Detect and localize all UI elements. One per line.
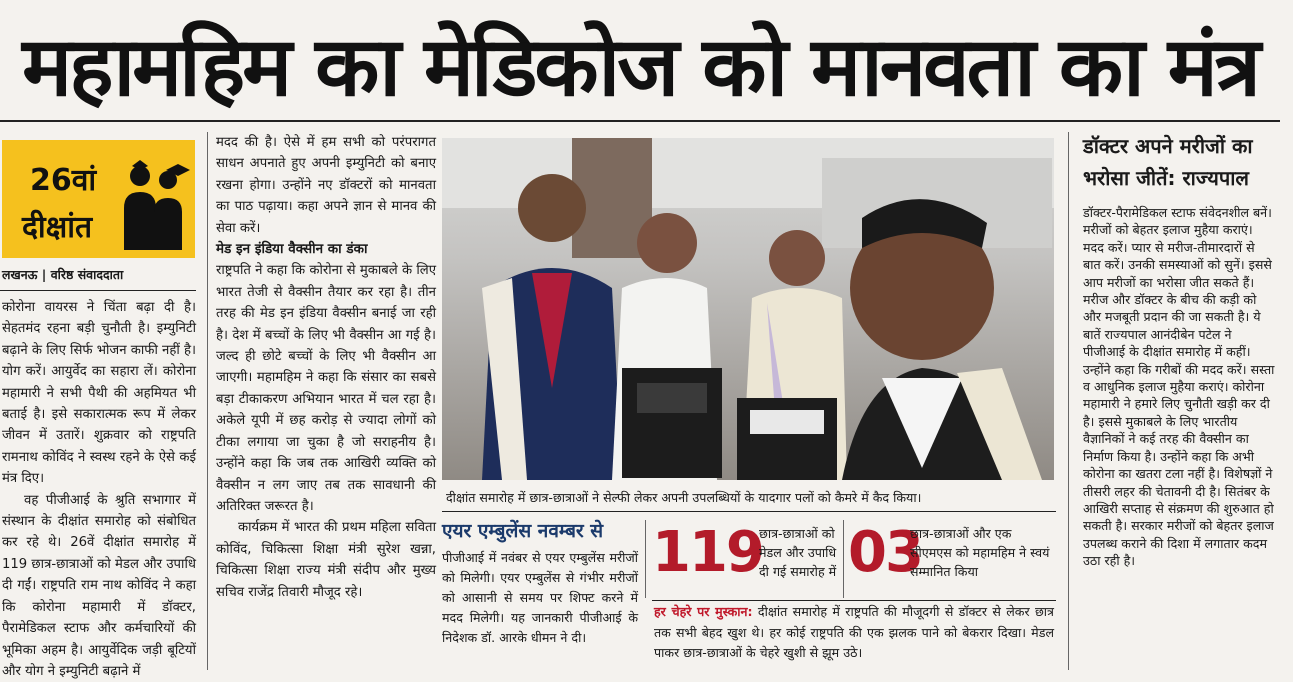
stats-divider-1 — [645, 520, 646, 598]
stat-text-2: छात्र-छात्राओं और एक सीएमएस को महामहिम ने स्वयं सम्मानित किया — [910, 526, 1050, 579]
col1-paragraph-1: कोरोना वायरस ने चिंता बढ़ा दी है। सेहतमंद रहना बड़ी चुनौती है। इम्युनिटी बढ़ाने के लिए सिर्फ भोजन काफी नहीं है। योग करें। आयुर्वेद का सहारा लें। कोरोना महामारी ने सभी पैथी की अहमियत भी बताई है। इसे सकारात्मक रूप में लेकर जीवन में उतारें। शुक्रवार को राष्ट्रपति रामनाथ कोविंद ने स्वस्थ रहने के ऐसे कई मंत्र दिए। — [2, 300, 196, 487]
stats-divider-2 — [843, 520, 844, 598]
headline: महामहिम का मेडिकोज को मानवता का मंत्र — [22, 20, 1258, 115]
col1-paragraph-2: वह पीजीआई के श्रुति सभागार में संस्थान के दीक्षांत समारोह को संबोधित कर रहे थे। 26वें दीक्षांत समारोह में 119 छात्र-छात्राओं को मेडल और उपाधि दी गईं। राष्ट्रपति राम नाथ कोविंद ने कहा कि कोरोना महामारी में डॉक्टर, पैरामेडिकल स्टाफ और कर्मचारियों की भूमिका अहम है। आयुर्वेदिक जड़ी बूटियों और योग ने इम्युनिटी बढ़ाने में — [2, 492, 196, 679]
col2-subhead: मेड इन इंडिया वैक्सीन का डंका — [216, 241, 368, 258]
smile-text: दीक्षांत समारोह में राष्ट्रपति की मौजूदगी से डॉक्टर से लेकर छात्र तक सभी बेहद खुश थे। हर कोई राष्ट्रपति की एक झलक पाने को बेकरार दिखा। मेडल पाकर छात्र-छात्राओं के चेहरे खुशी से झूम उठे। — [654, 604, 1054, 660]
stats-rule — [652, 600, 1056, 601]
headline-rule — [0, 120, 1280, 122]
photo-caption: दीक्षांत समारोह में छात्र-छात्राओं ने सेल्फी लेकर अपनी उपलब्धियों के यादगार पलों को कैमरे में कैद किया। — [446, 490, 922, 505]
air-ambulance-heading: एयर एम्बुलेंस नवम्बर से — [442, 520, 604, 542]
right-text: डॉक्टर-पैरामेडिकल स्टाफ संवेदनशील बनें। मरीजों को बेहतर इलाज मुहैया कराएं। मदद करें। प्यार से मरीज-तीमारदारों से बात करें। उनकी समस्याओं को सुनें। इससे आप मरीजों का भरोसा जीत सकते हैं। मरीज और डॉक्टर के बीच की कड़ी को और मजबूती प्रदान की जा सकती है। ये बातें राज्यपाल आनंदीबेन पटेल ने पीजीआई के दीक्षांत समारोह में कहीं। उन्होंने कहा कि गरीबों की मदद करें। सस्ता व आधुनिक इलाज मुहैया कराएं। कोरोना महामारी ने हमारे लिए चुनौती खड़ी कर दी है। इससे मुकाबले के लिए भारतीय वैज्ञानिकों ने कई तरह की वैक्सीन का निर्माण किया है। उन्होंने कहा कि अभी कोरोना का खतरा टला नहीं है। विशेषज्ञों ने तीसरी लहर की चेतावनी दी है। सितंबर के आखिरी सप्ताह से संक्रमण की शुरुआत हो सकती है। सरकार मरीजों को बेहतर इलाज उपलब्ध कराने की दिशा में लगातार कदम उठा रही है। — [1083, 205, 1275, 569]
right-divider — [1068, 132, 1069, 670]
byline: लखनऊ | वरिष्ठ संवाददाता — [2, 267, 124, 282]
badge-number: 26वां — [30, 163, 97, 198]
badge-label: दीक्षांत — [22, 210, 93, 245]
stat-number-2: 03 — [848, 520, 922, 585]
photo-illustration — [442, 138, 1054, 480]
stat-text-1: छात्र-छात्राओं को मेडल और उपाधि दी गई समारोह में — [759, 526, 837, 579]
col2-intro: मदद की है। ऐसे में हम सभी को परंपरागत साधन अपनाते हुए अपनी इम्युनिटी को बनाए रखना होगा। उन्होंने नए डॉक्टरों को मानवता का पाठ पढ़ाया। कहा अपने ज्ञान से मानव की सेवा करें। — [216, 135, 436, 236]
stat-number-1: 119 — [652, 520, 763, 585]
air-ambulance-text: पीजीआई में नवंबर से एयर एम्बुलेंस मरीजों को मिलेगी। एयर एम्बुलेंस से गंभीर मरीजों को आसानी से समय पर शिफ्ट करने में मदद मिलेगी। यह जानकारी पीजीआई के निदेशक डॉ. आरके धीमन ने दी। — [442, 550, 638, 645]
col2-body-2: कार्यक्रम में भारत की प्रथम महिला सविता कोविंद, चिकित्सा शिक्षा मंत्री सुरेश खन्ना, चिकित्सा शिक्षा राज्य मंत्री संदीप और मुख्य सचिव राजेंद्र तिवारी मौजूद रहे। — [216, 520, 436, 600]
column-1 — [2, 297, 196, 679]
column-2 — [216, 132, 436, 670]
smile-label: हर चेहरे पर मुस्कान: — [654, 604, 753, 619]
graduates-icon — [118, 152, 192, 252]
caption-rule — [442, 511, 1056, 512]
right-heading: डॉक्टर अपने मरीजों का भरोसा जीतें: राज्यपाल — [1083, 134, 1253, 190]
selfie-photo — [442, 138, 1054, 480]
byline-rule — [0, 290, 196, 291]
column-divider — [207, 132, 208, 670]
col2-body-1: राष्ट्रपति ने कहा कि कोरोना से मुकाबले के लिए भारत तेजी से वैक्सीन तैयार कर रहा है। तीन तरह की मेड इन इंडिया वैक्सीन बनाई जा रही है। देश में बच्चों के लिए भी वैक्सीन आ गई है। जल्द ही छोटे बच्चों के लिए भी वैक्सीन आ जाएगी। महामहिम ने कहा कि संसार का सबसे बड़ा टीकाकरण अभियान भारत में चल रहा है। अकेले यूपी में छह करोड़ से ज्यादा लोगों को टीका लगाया जा चुका है जो सराहनीय है। उन्होंने कहा कि जब तक आखिरी व्यक्ति को वैक्सीन न लग जाए तब तक सावधानी की अतिरिक्त जरूरत है। — [216, 263, 436, 514]
smile-paragraph — [654, 602, 1054, 668]
